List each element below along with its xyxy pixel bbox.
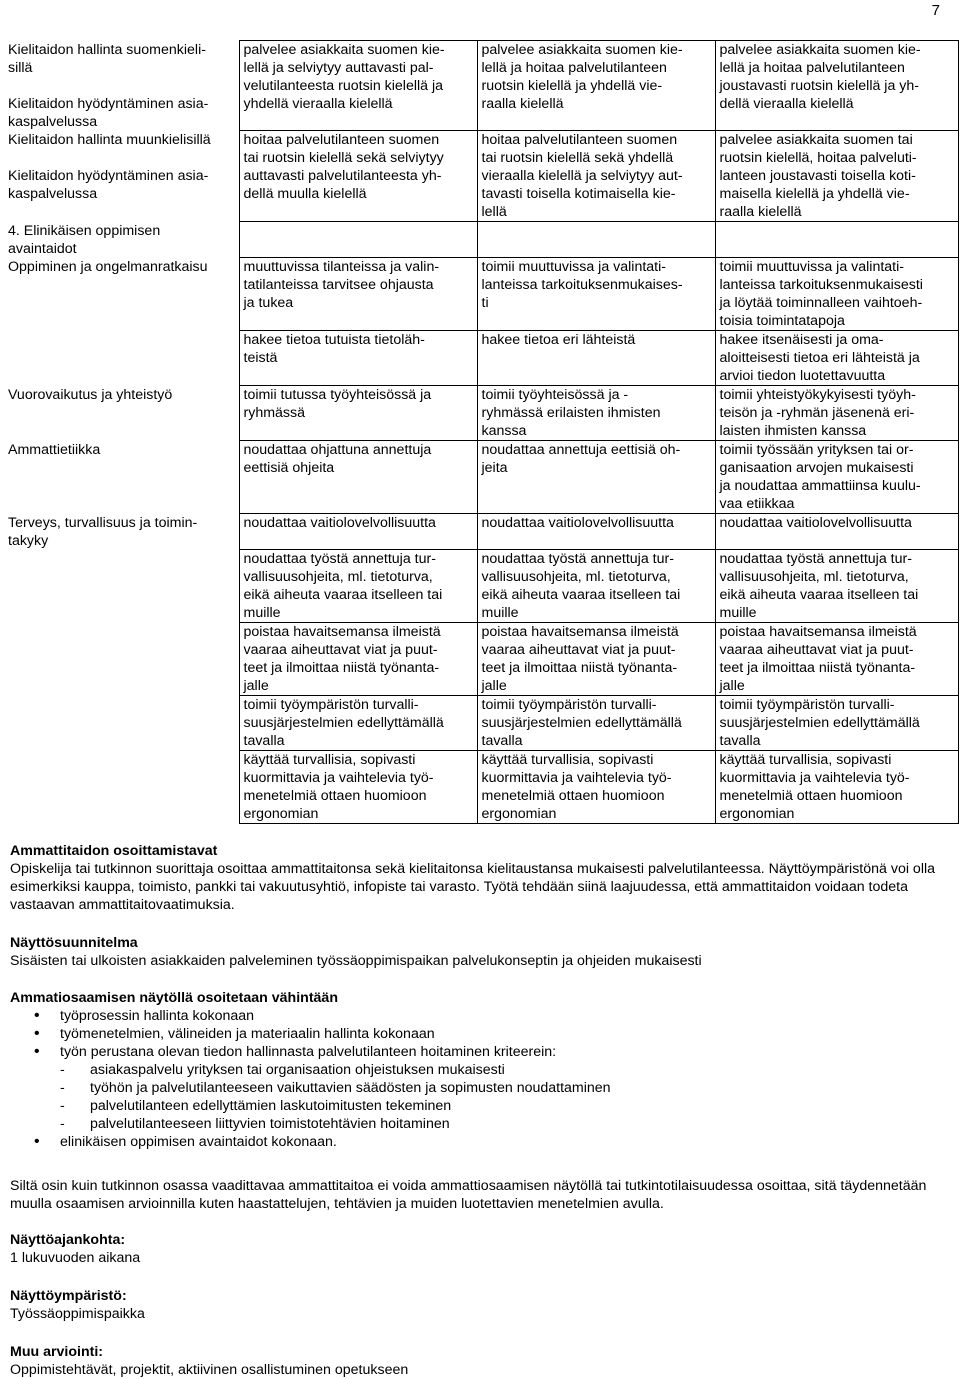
row-label-cell: Vuorovaikutus ja yhteistyö: [8, 386, 173, 403]
table-row: [4, 331, 958, 386]
section-nayttosuunnitelma: [10, 934, 950, 970]
criteria-cell-kiitettava: toimii muuttuvissa ja valintati- lanteissa tarkoituksenmukaisesti ja löytää toiminnalleen vaihtoeh- toisia toimintatapoja: [715, 258, 958, 331]
section-text: Siltä osin kuin tutkinnon osassa vaadittavaa ammattitaitoa ei voida ammattiosaamisen näytöllä tai tutkintotilaisuudessa osoittaa, sitä täydennetään muulla osaamisen arvioinnilla kuten haastattelujen, tehtävien ja muiden luotettavien menetelmien avulla.: [10, 1178, 927, 1212]
criteria-cell-tyydyttava: käyttää turvallisia, sopivasti kuormittavia ja vaihtelevia työ- menetelmiä ottaen huomioon ergonomian: [239, 751, 477, 824]
row-label-cell: [4, 331, 239, 386]
criteria-cell-kiitettava: noudattaa työstä annettuja tur- vallisuusohjeita, ml. tietoturva, eikä aiheuta vaaraa itselleen tai muille: [715, 550, 958, 623]
row-label-cell: [4, 751, 239, 824]
table-row: [4, 222, 958, 258]
criteria-cell-kiitettava: toimii työssään yrityksen tai or- ganisaation arvojen mukaisesti ja noudattaa ammattiinsa kuulu- vaa etiikkaa: [715, 441, 958, 514]
criteria-cell-kiitettava: [715, 222, 958, 258]
criteria-cell-hyva: palvelee asiakkaita suomen kie- lellä ja hoitaa palvelutilanteen ruotsin kielellä ja yhdellä vie- raalla kielellä: [477, 41, 715, 131]
section-title: Ammattitaidon osoittamistavat: [10, 843, 218, 859]
criteria-cell-kiitettava: käyttää turvallisia, sopivasti kuormittavia ja vaihtelevia työ- menetelmiä ottaen huomioon ergonomian: [715, 751, 958, 824]
criteria-cell-hyva: toimii työympäristön turvalli- suusjärjestelmien edellyttämällä tavalla: [477, 696, 715, 751]
criteria-cell-hyva: toimii muuttuvissa ja valintati- lanteissa tarkoituksenmukaises- ti: [477, 258, 715, 331]
row-label-cell: Oppiminen ja ongelmanratkaisu: [8, 258, 208, 275]
criteria-cell-hyva: noudattaa annettuja eettisiä oh- jeita: [477, 441, 715, 514]
table-row: [4, 514, 958, 550]
criteria-cell-tyydyttava: hakee tietoa tutuista tietoläh- teistä: [239, 331, 477, 386]
dash-item: - palvelutilanteen edellyttämien laskutoimitusten tekeminen: [90, 1097, 950, 1115]
section-muu-arviointi: [10, 1343, 950, 1379]
criteria-cell-tyydyttava: [239, 222, 477, 258]
criteria-cell-hyva: noudattaa työstä annettuja tur- vallisuusohjeita, ml. tietoturva, eikä aiheuta vaaraa itselleen tai muille: [477, 550, 715, 623]
table-row: [4, 623, 958, 696]
criteria-cell-tyydyttava: noudattaa työstä annettuja tur- vallisuusohjeita, ml. tietoturva, eikä aiheuta vaaraa itselleen tai muille: [239, 550, 477, 623]
section-title: Näyttöajankohta:: [10, 1232, 126, 1248]
section-title: Näyttöympäristö:: [10, 1288, 127, 1304]
section-title: Näyttösuunnitelma: [10, 935, 138, 951]
section-nayttoajankohta: [10, 1231, 950, 1267]
bullet-list: [10, 1007, 950, 1151]
table-row: [4, 131, 958, 222]
criteria-cell-tyydyttava: poistaa havaitsemansa ilmeistä vaaraa aiheuttavat viat ja puut- teet ja ilmoittaa niistä työnanta- jalle: [239, 623, 477, 696]
table-row: [4, 696, 958, 751]
row-label-cell: [4, 696, 239, 751]
criteria-cell-tyydyttava: toimii työympäristön turvalli- suusjärjestelmien edellyttämällä tavalla: [239, 696, 477, 751]
bullet-item: [60, 1043, 950, 1133]
bullet-item: • elinikäisen oppimisen avaintaidot kokonaan.: [60, 1133, 950, 1151]
dash-item: - työhön ja palvelutilanteeseen vaikuttavien säädösten ja sopimusten noudattaminen: [90, 1079, 950, 1097]
section-text: Opiskelija tai tutkinnon suorittaja osoittaa ammattitaitonsa sekä kielitaitonsa kielitaustansa mukaisesti palvelutilanteessa. Näyttöympäristönä voi olla esimerkiksi kauppa, toimisto, pankki tai vakuutusyhtiö, infopiste tai varasto. Työtä tehdään siinä laajuudessa, että ammattitaidon voidaan todeta vastaavan ammattitaitovaatimuksia.: [10, 861, 936, 913]
criteria-cell-tyydyttava: noudattaa ohjattuna annettuja eettisiä ohjeita: [239, 441, 477, 514]
section-title: Ammatiosaamisen näytöllä osoitetaan vähintään: [10, 990, 338, 1006]
section-nayttoymparisto: [10, 1287, 950, 1323]
section-title: Muu arviointi:: [10, 1344, 104, 1360]
section-text: Sisäisten tai ulkoisten asiakkaiden palveleminen työssäoppimispaikan palvelukonseptin ja ohjeiden mukaisesti: [10, 953, 702, 969]
section-text: Oppimistehtävät, projektit, aktiivinen osallistuminen opetukseen: [10, 1362, 409, 1378]
criteria-cell-hyva: käyttää turvallisia, sopivasti kuormittavia ja vaihtelevia työ- menetelmiä ottaen huomioon ergonomian: [477, 751, 715, 824]
criteria-cell-kiitettava: poistaa havaitsemansa ilmeistä vaaraa aiheuttavat viat ja puut- teet ja ilmoittaa niistä työnanta- jalle: [715, 623, 958, 696]
row-label-cell: Kielitaidon hallinta muunkielisillä Kielitaidon hyödyntäminen asia- kaspalvelussa: [8, 131, 211, 202]
row-label-cell: Terveys, turvallisuus ja toimin- takyky: [8, 514, 198, 549]
dash-item: - palvelutilanteeseen liittyvien toimistotehtävien hoitaminen: [90, 1115, 950, 1133]
criteria-cell-hyva: hoitaa palvelutilanteen suomen tai ruotsin kielellä sekä yhdellä vieraalla kielellä ja selviytyy aut- tavasti toisella kotimaisella kie- lellä: [477, 131, 715, 222]
section-osoittamistavat: [10, 842, 950, 914]
table-row: [4, 550, 958, 623]
dash-item: - asiakaspalvelu yrityksen tai organisaation ohjeistuksen mukaisesti: [90, 1061, 950, 1079]
criteria-cell-hyva: noudattaa vaitiolovelvollisuutta: [477, 514, 715, 550]
criteria-cell-kiitettava: toimii työympäristön turvalli- suusjärjestelmien edellyttämällä tavalla: [715, 696, 958, 751]
section-text: 1 lukuvuoden aikana: [10, 1250, 141, 1266]
criteria-cell-kiitettava: palvelee asiakkaita suomen kie- lellä ja hoitaa palvelutilanteen joustavasti ruotsin kielellä ja yh- dellä vieraalla kielellä: [715, 41, 958, 131]
table-row: [4, 751, 958, 824]
criteria-cell-tyydyttava: hoitaa palvelutilanteen suomen tai ruotsin kielellä sekä selviytyy auttavasti palvelutilanteesta yh- dellä muulla kielellä: [239, 131, 477, 222]
criteria-cell-kiitettava: toimii yhteistyökykyisesti työyh- teisön ja -ryhmän jäsenenä eri- laisten ihmisten kanssa: [715, 386, 958, 441]
row-label-cell: Kielitaidon hallinta suomenkieli- sillä Kielitaidon hyödyntäminen asia- kaspalvelussa: [8, 41, 209, 130]
bullet-item: • työmenetelmien, välineiden ja materiaalin hallinta kokonaan: [60, 1025, 950, 1043]
criteria-cell-tyydyttava: muuttuvissa tilanteissa ja valin- tatilanteissa tarvitsee ohjausta ja tukea: [239, 258, 477, 331]
criteria-cell-kiitettava: palvelee asiakkaita suomen tai ruotsin kielellä, hoitaa palveluti- lanteen joustavasti toisella koti- maisella kielellä ja yhdellä vie- raalla kielellä: [715, 131, 958, 222]
section-text: Työssäoppimispaikka: [10, 1306, 145, 1322]
section-taydentaminen: [10, 1177, 950, 1213]
table-row: [4, 41, 958, 131]
table-row: [4, 441, 958, 514]
dash-list: [60, 1061, 950, 1133]
row-label-cell: [4, 623, 239, 696]
criteria-cell-kiitettava: hakee itsenäisesti ja oma- aloitteisesti tietoa eri lähteistä ja arvioi tiedon luotettavuutta: [715, 331, 958, 386]
section-ammattiosaaminen: [10, 989, 950, 1151]
table-row: [4, 258, 958, 331]
row-label-cell: 4. Elinikäisen oppimisen avaintaidot: [8, 222, 161, 257]
bullet-text: työn perustana olevan tiedon hallinnasta palvelutilanteen hoitaminen kriteerein:: [60, 1044, 557, 1060]
criteria-cell-hyva: toimii työyhteisössä ja - ryhmässä erilaisten ihmisten kanssa: [477, 386, 715, 441]
bullet-item: • työprosessin hallinta kokonaan: [60, 1007, 950, 1025]
table-row: [4, 386, 958, 441]
criteria-cell-hyva: poistaa havaitsemansa ilmeistä vaaraa aiheuttavat viat ja puut- teet ja ilmoittaa niistä työnanta- jalle: [477, 623, 715, 696]
row-label-cell: Ammattietiikka: [8, 441, 101, 458]
criteria-cell-tyydyttava: toimii tutussa työyhteisössä ja ryhmässä: [239, 386, 477, 441]
row-label-cell: [4, 550, 239, 623]
criteria-table: [4, 40, 959, 824]
criteria-cell-hyva: hakee tietoa eri lähteistä: [477, 331, 715, 386]
criteria-cell-hyva: [477, 222, 715, 258]
criteria-cell-tyydyttava: noudattaa vaitiolovelvollisuutta: [239, 514, 477, 550]
page-number: 7: [931, 2, 940, 19]
criteria-cell-kiitettava: noudattaa vaitiolovelvollisuutta: [715, 514, 958, 550]
criteria-cell-tyydyttava: palvelee asiakkaita suomen kie- lellä ja selviytyy auttavasti pal- velutilanteesta ruotsin kielellä ja yhdellä vieraalla kielellä: [239, 41, 477, 131]
